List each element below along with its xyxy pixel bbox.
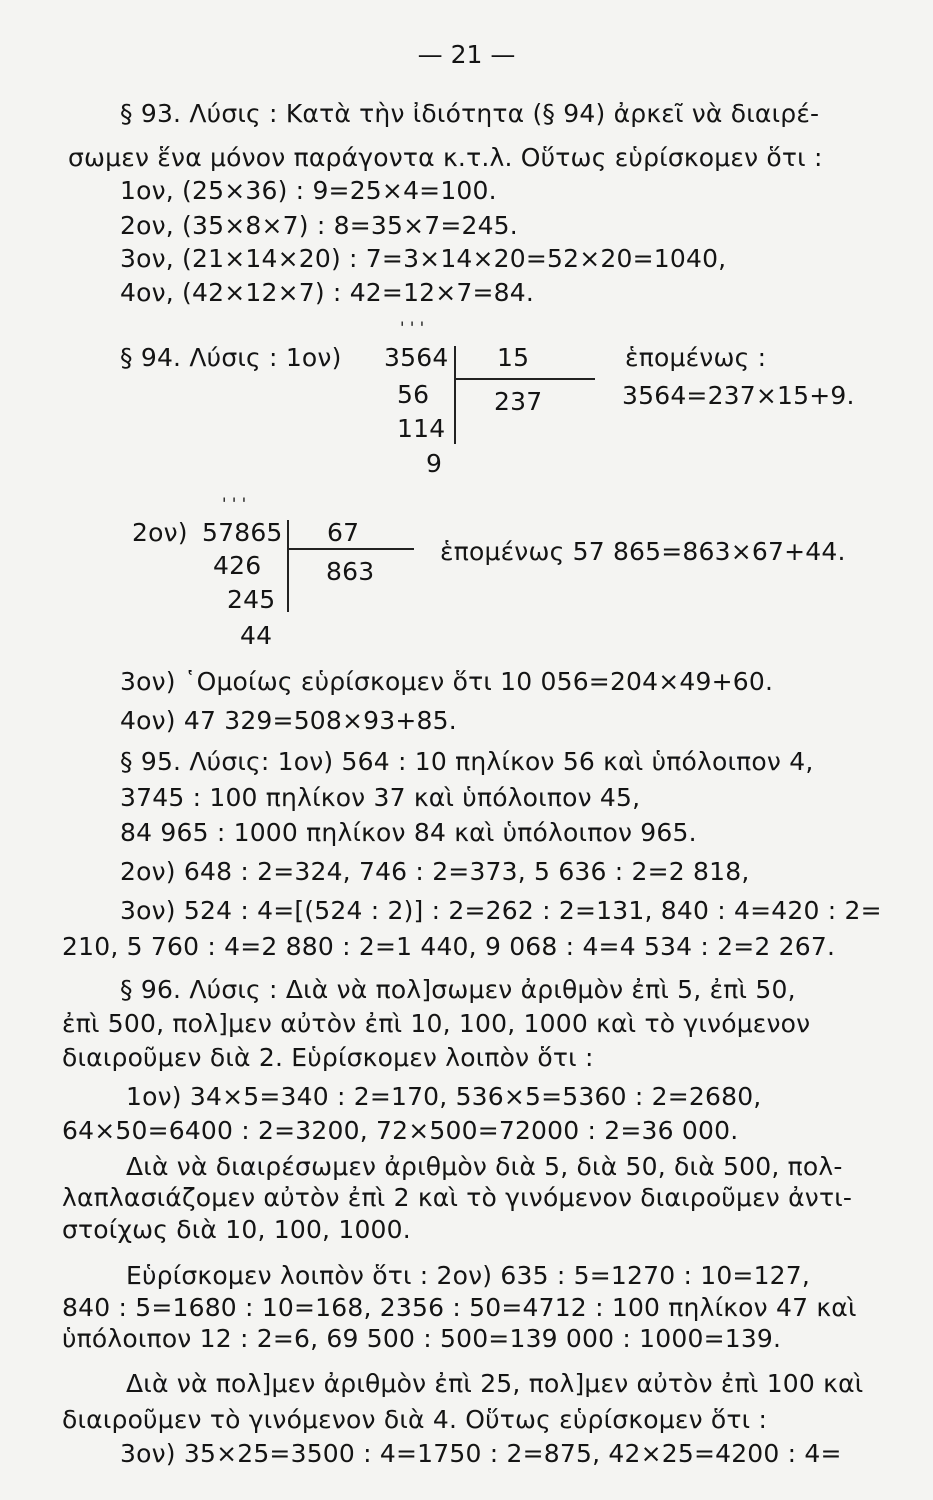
s94-line-3ov: 3ον) ῾Ομοίως εὑρίσκομεν ὅτι 10 056=204×49+60. (120, 667, 774, 696)
div1-dots: ' ' ' (400, 318, 425, 337)
div1-step-1: 56 (397, 380, 430, 409)
div2-step-1: 426 (213, 551, 262, 580)
s96-line-11: ὑπόλοιπον 12 : 2=6, 69 500 : 500=139 000 : 1000=139. (62, 1324, 782, 1353)
div2-dividend: 57865 (202, 518, 283, 547)
s93-line-3: 1ον, (25×36) : 9=25×4=100. (120, 176, 497, 205)
div2-step-3: 44 (240, 621, 273, 650)
s93-line-6: 4ον, (42×12×7) : 42=12×7=84. (120, 278, 535, 307)
div1-result-label: ἑπομένως : (625, 343, 767, 372)
div2-step-2: 245 (227, 585, 276, 614)
s96-line-10: 840 : 5=1680 : 10=168, 2356 : 50=4712 : 100 πηλίκον 47 καὶ (62, 1293, 857, 1322)
s95-line-3: 84 965 : 1000 πηλίκον 84 καὶ ὑπόλοιπον 965. (120, 818, 697, 847)
s95-line-5: 3ον) 524 : 4=[(524 : 2)] : 2=262 : 2=131, 840 : 4=420 : 2= (120, 896, 882, 925)
div2-label: 2ον) (132, 518, 188, 547)
s96-line-4: 1ον) 34×5=340 : 2=170, 536×5=5360 : 2=2680, (126, 1082, 762, 1111)
s96-line-3: διαιροῦμεν διὰ 2. Εὑρίσκομεν λοιπὸν ὅτι : (62, 1043, 594, 1072)
s94-line-4ov: 4ον) 47 329=508×93+85. (120, 706, 457, 735)
s93-line-2: σωμεν ἕνα μόνον παράγοντα κ.τ.λ. Οὕτως εὑρίσκομεν ὅτι : (68, 143, 823, 172)
div2-divisor: 67 (327, 518, 360, 547)
s96-line-13: διαιροῦμεν τὸ γινόμενον διὰ 4. Οὕτως εὑρίσκομεν ὅτι : (62, 1405, 768, 1434)
div2-dots: ' ' ' (222, 494, 247, 513)
s95-line-1: § 95. Λύσις: 1ον) 564 : 10 πηλίκον 56 καὶ ὑπόλοιπον 4, (120, 747, 814, 776)
s93-line-4: 2ον, (35×8×7) : 8=35×7=245. (120, 211, 518, 240)
div1-step-2: 114 (397, 414, 446, 443)
div2-quotient: 863 (326, 557, 375, 586)
s96-line-7: λαπλασιάζομεν αὐτὸν ἐπὶ 2 καὶ τὸ γινόμενον διαιροῦμεν ἀντι- (62, 1183, 853, 1212)
div1-horizontal-bar (455, 378, 595, 380)
s96-line-1: § 96. Λύσις : Διὰ νὰ πολ]σωμεν ἀριθμὸν ἐπὶ 5, ἐπὶ 50, (120, 975, 796, 1004)
s95-line-4: 2ον) 648 : 2=324, 746 : 2=373, 5 636 : 2=2 818, (120, 857, 750, 886)
div1-vertical-bar (454, 346, 456, 444)
div2-vertical-bar (287, 520, 289, 612)
s93-line-1: § 93. Λύσις : Κατὰ τὴν ἰδιότητα (§ 94) ἀρκεῖ νὰ διαιρέ- (120, 99, 820, 128)
div1-divisor: 15 (497, 343, 530, 372)
div1-result: 3564=237×15+9. (622, 381, 855, 410)
s96-line-5: 64×50=6400 : 2=3200, 72×500=72000 : 2=36 000. (62, 1116, 739, 1145)
s94-heading: § 94. Λύσις : 1ον) (120, 343, 342, 372)
s96-line-2: ἐπὶ 500, πολ]μεν αὐτὸν ἐπὶ 10, 100, 1000 καὶ τὸ γινόμενον (62, 1009, 811, 1038)
s96-line-6: Διὰ νὰ διαιρέσωμεν ἀριθμὸν διὰ 5, διὰ 50, διὰ 500, πολ- (126, 1152, 843, 1181)
page-number: — 21 — (417, 40, 516, 69)
s96-line-8: στοίχως διὰ 10, 100, 1000. (62, 1215, 411, 1244)
div2-result: ἑπομένως 57 865=863×67+44. (440, 537, 846, 566)
s96-line-14: 3ον) 35×25=3500 : 4=1750 : 2=875, 42×25=4200 : 4= (120, 1439, 842, 1468)
s96-line-9: Εὑρίσκομεν λοιπὸν ὅτι : 2ον) 635 : 5=1270 : 10=127, (126, 1261, 811, 1290)
s93-line-5: 3ον, (21×14×20) : 7=3×14×20=52×20=1040, (120, 244, 727, 273)
s95-line-2: 3745 : 100 πηλίκον 37 καὶ ὑπόλοιπον 45, (120, 783, 641, 812)
div1-quotient: 237 (494, 387, 543, 416)
div1-dividend: 3564 (384, 343, 449, 372)
s95-line-6: 210, 5 760 : 4=2 880 : 2=1 440, 9 068 : 4=4 534 : 2=2 267. (62, 932, 836, 961)
s96-line-12: Διὰ νὰ πολ]μεν ἀριθμὸν ἐπὶ 25, πολ]μεν αὐτὸν ἐπὶ 100 καὶ (126, 1369, 864, 1398)
div1-step-3: 9 (426, 449, 443, 478)
